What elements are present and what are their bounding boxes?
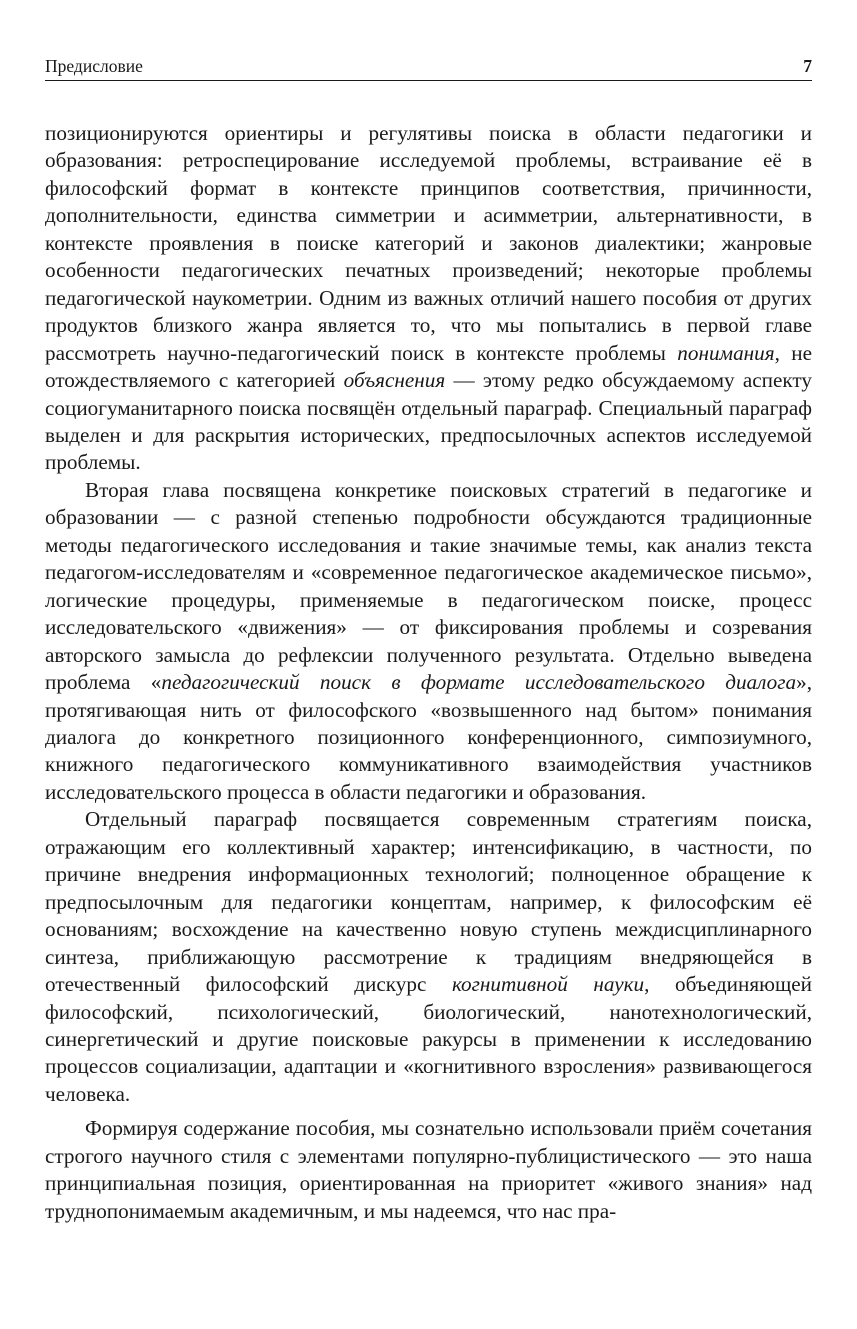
text-run: — этому редко обсуждаемому аспекту социогуманитарного поиска посвящён отдельный параграф. Специальный параграф выделен и для раскрытия исторических, предпосылочных аспектов исследуемой проблемы. <box>45 368 812 475</box>
italic-term: когнитивной науки <box>451 972 645 997</box>
paragraph <box>45 1115 812 1225</box>
body-text <box>45 120 812 1225</box>
text-run: Отдельный параграф посвящается современным стратегиям поиска, отражающим его коллективный характер; интенсификацию, в частности, по причине внедрения информационных технологий; полноценное обращение к предпосылочным для педагогики концептам, например, к философским её основаниям; восхождение на качественно новую ступень междисциплинарного синтеза, приближающую рассмотрение к традициям внедряющейся в отечественный философский дискурс <box>45 807 812 997</box>
paragraph <box>45 477 812 806</box>
running-head <box>45 56 812 81</box>
running-head-title: Предисловие <box>45 56 143 76</box>
italic-term: педагогический поиск в формате исследовательского диалога <box>161 670 797 695</box>
italic-term: понимания <box>677 340 775 365</box>
text-run: Формируя содержание пособия, мы сознательно использовали приём сочетания строгого научного стиля с элементами популярно-публицистического — это наша принципиальная позиция, ориентированная на приоритет «живого знания» над труднопонимаемым академичным, и мы надеемся, что нас пра- <box>45 1116 812 1223</box>
text-run: , не отождествляемого с категорией <box>45 340 812 393</box>
text-run: позиционируются ориентиры и регулятивы поиска в области педагогики и образования: ретроспецирование исследуемой проблемы, встраивание её в философский формат в контексте принципов соответствия, причинности, дополнительности, единства симметрии и асимметрии, альтернативности, в контексте проявления в поиске категорий и законов диалектики; жанровые особенности педагогических печатных произведений; некоторые проблемы педагогической наукометрии. Одним из важных отличий нашего пособия от других продуктов близкого жанра является то, что мы попытались в первой главе рассмотреть научно-педагогический поиск в контексте проблемы <box>45 121 812 365</box>
paragraph <box>45 120 812 477</box>
paragraph <box>45 806 812 1108</box>
text-run: Вторая глава посвящена конкретике поисковых стратегий в педагогике и образовании — с разной степенью подробности обсуждаются традиционные методы педагогического исследования и такие значимые темы, как анализ текста педагогом-исследователям и «современное педагогическое академическое письмо», логические процедуры, применяемые в педагогическом поиске, процесс исследовательского «движения» — от фиксирования проблемы и созревания авторского замысла до рефлексии полученного результата. Отдельно выведена проблема « <box>45 477 812 695</box>
page-number: 7 <box>803 56 812 76</box>
italic-term: объяснения <box>343 368 446 393</box>
text-run: , объединяющей философский, психологический, биологический, нанотехнологический, синергетический и другие поисковые ракурсы в применении к исследованию процессов социализации, адаптации и «когнитивного взросления» развивающегося человека. <box>45 972 812 1106</box>
text-run: », протягивающая нить от философского «возвышенного над бытом» понимания диалога до конкретного позиционного конференционного, симпозиумного, книжного педагогического коммуникативного взаимодействия участников исследовательского процесса в области педагогики и образования. <box>45 670 812 804</box>
